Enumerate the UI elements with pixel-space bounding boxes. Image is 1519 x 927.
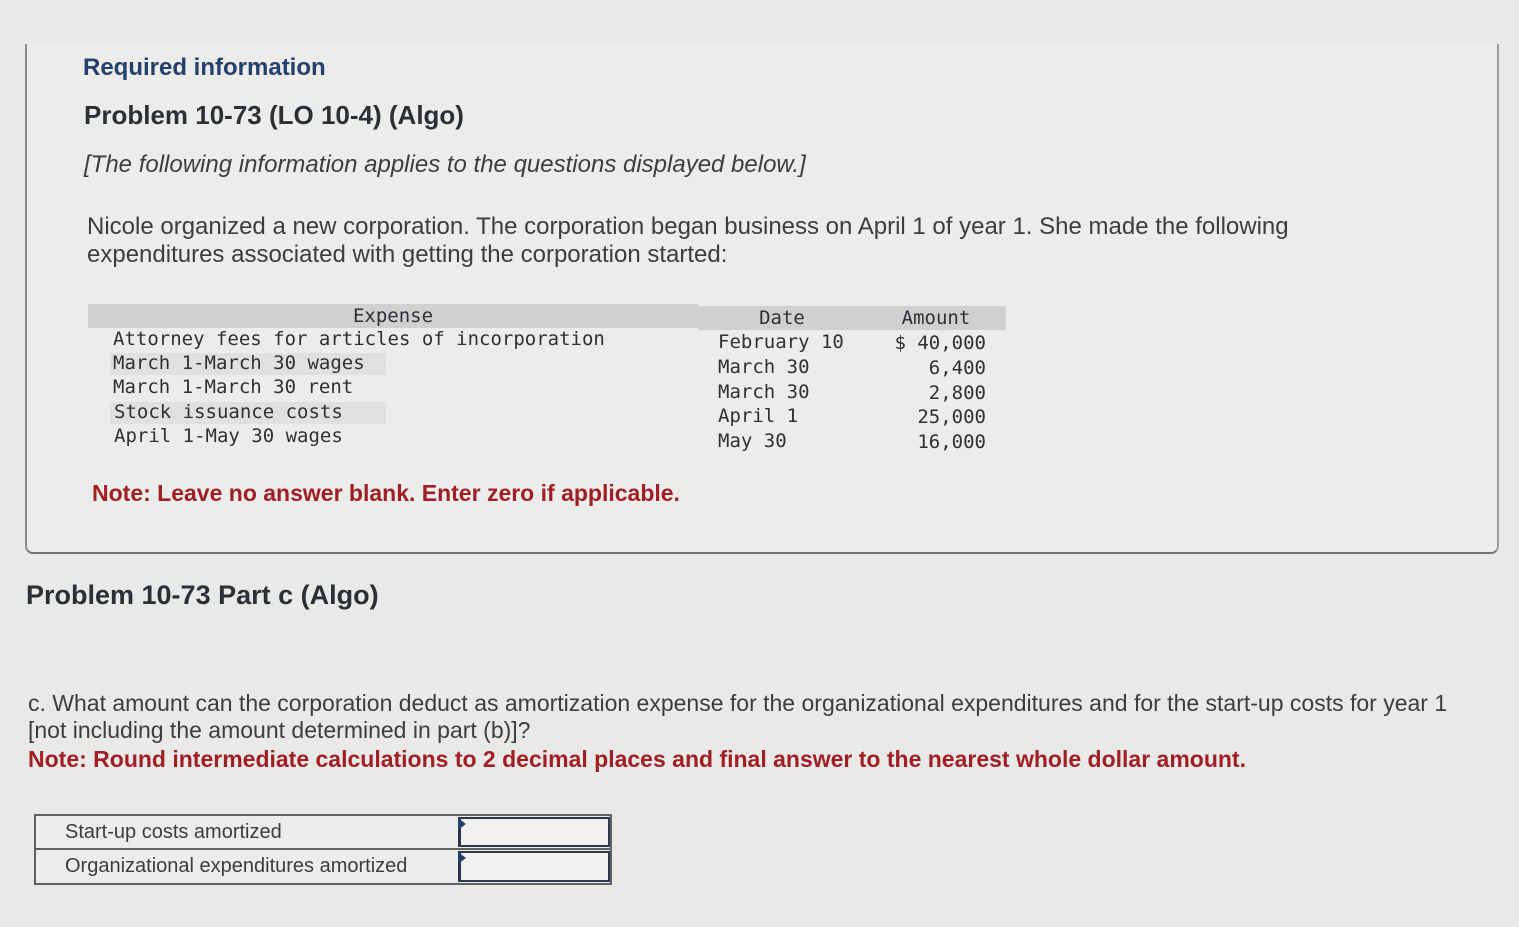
amount-cell: 2,800 — [928, 382, 986, 404]
required-marker-icon — [458, 818, 466, 830]
required-marker-icon — [458, 852, 466, 864]
answer-table — [34, 814, 612, 885]
answer-row-startup — [36, 816, 610, 850]
expense-cell: March 1-March 30 rent — [113, 376, 354, 398]
amount-cell: 6,400 — [928, 357, 986, 379]
expense-cell: Attorney fees for articles of incorporation — [113, 328, 605, 350]
organizational-expenditures-input[interactable] — [458, 851, 610, 882]
expense-cell: March 1-March 30 wages — [113, 352, 365, 374]
applies-note: [The following information applies to the questions displayed below.] — [84, 151, 806, 178]
col-header-amount: Amount — [866, 306, 1006, 330]
answer-row-organizational — [36, 850, 610, 883]
note-rounding: Note: Round intermediate calculations to 2 decimal places and final answer to the nearest whole dollar amount. — [28, 746, 1246, 772]
problem-title: Problem 10-73 (LO 10-4) (Algo) — [84, 100, 464, 130]
required-info-heading: Required information — [83, 54, 326, 81]
col-header-expense: Expense — [88, 304, 698, 328]
amount-cell: $ 40,000 — [894, 332, 986, 354]
amount-cell: 16,000 — [917, 431, 986, 453]
date-cell: May 30 — [718, 430, 787, 452]
date-cell: April 1 — [718, 405, 799, 427]
date-cell: March 30 — [718, 356, 810, 378]
answer-label: Start-up costs amortized — [65, 821, 282, 843]
date-cell: February 10 — [718, 331, 844, 353]
answer-label: Organizational expenditures amortized — [65, 855, 408, 877]
date-cell: March 30 — [718, 381, 810, 403]
problem-intro: Nicole organized a new corporation. The corporation began business on April 1 of year 1. She made the following expenditures associated with getting the corporation started: — [87, 213, 1289, 268]
col-header-date: Date — [698, 306, 866, 330]
part-title: Problem 10-73 Part c (Algo) — [26, 580, 379, 610]
amount-cell: 25,000 — [917, 406, 986, 428]
question-text: c. What amount can the corporation deduct as amortization expense for the organizational expenditures and for the start-up costs for year 1 [not including the amount determined in part (b)]? — [28, 690, 1448, 743]
expense-cell: April 1-May 30 wages — [114, 425, 343, 447]
note-leave-no-blank: Note: Leave no answer blank. Enter zero if applicable. — [92, 480, 680, 506]
expense-cell: Stock issuance costs — [114, 401, 343, 423]
startup-costs-input[interactable] — [458, 817, 610, 847]
